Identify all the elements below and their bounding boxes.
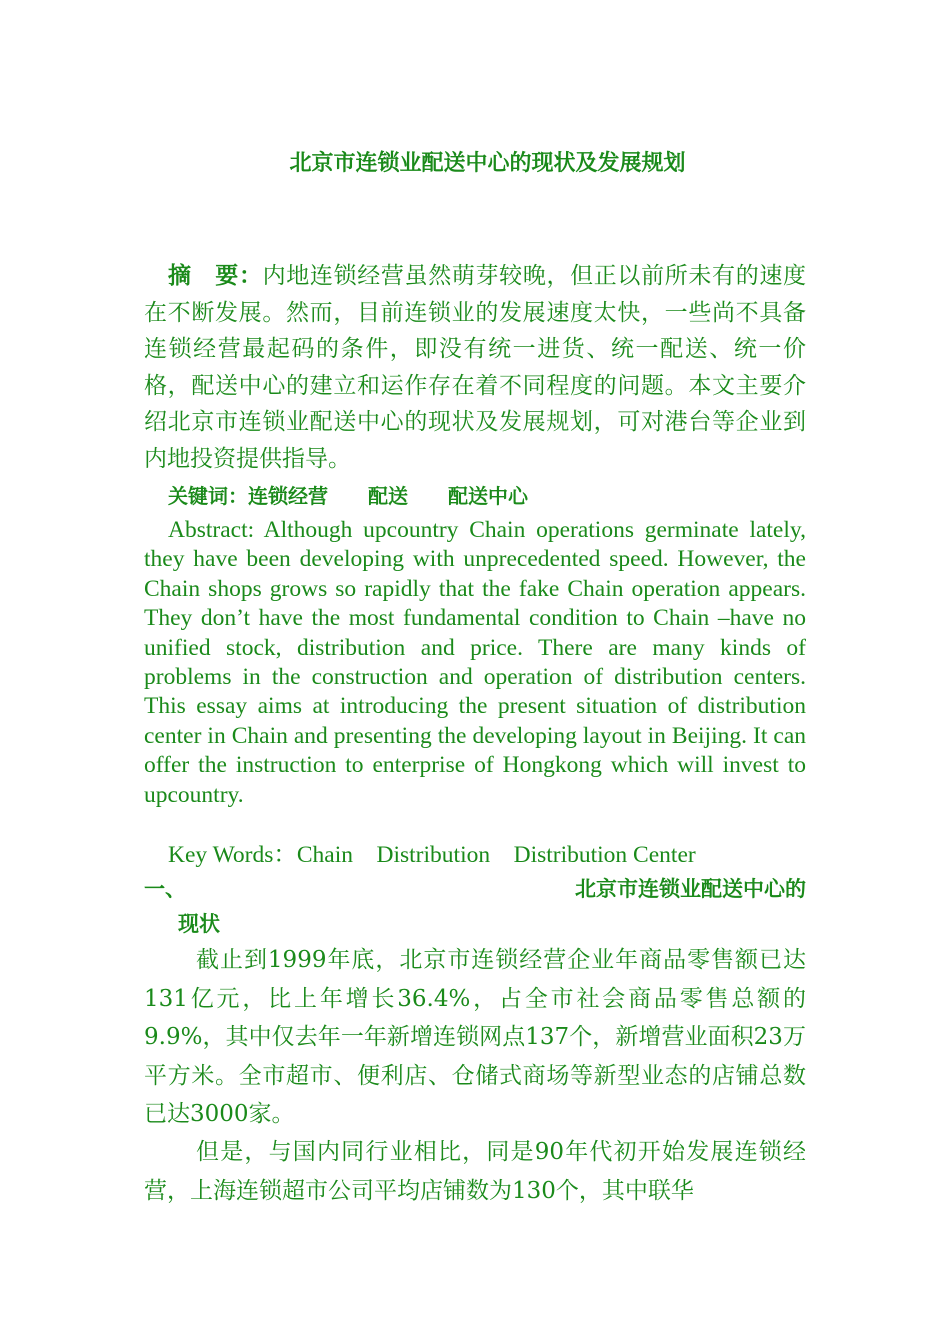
section-title-part2: 现状 [178, 912, 220, 936]
section-title-part1: 北京市连锁业配送中心的 [575, 877, 806, 901]
body-paragraph-2: 但是，与国内同行业相比，同是90年代初开始发展连锁经营，上海连锁超市公司平均店铺数为130个，其中联华 [144, 1139, 806, 1204]
keywords-cn-line: 关键词：连锁经营 配送 配送中心 [168, 484, 528, 508]
section-heading-1 [144, 873, 806, 903]
section-number: 一、 [144, 877, 186, 901]
keywords-en [144, 840, 806, 870]
abstract-en [144, 516, 806, 810]
abstract-cn-text: 内地连锁经营虽然萌芽较晚，但正以前所未有的速度在不断发展。然而，目前连锁业的发展速度太快，一些尚不具备连锁经营最起码的条件，即没有统一进货、统一配送、统一价格，配送中心的建立和运作存在着不同程度的问题。本文主要介绍北京市连锁业配送中心的现状及发展规划，可对港台等企业到内地投资提供指导。 [144, 263, 807, 472]
keywords-cn [144, 480, 806, 512]
body-section-2 [144, 1133, 806, 1210]
body-paragraph-1: 截止到1999年底，北京市连锁经营企业年商品零售额已达131亿元，比上年增长36.4%，占全市社会商品零售总额的9.9%，其中仅去年一年新增连锁网点137个，新增营业面积23万平方米。全市超市、便利店、仓储式商场等新型业态的店铺总数已达3000家。 [144, 947, 806, 1127]
abstract-cn-paragraph [144, 258, 806, 478]
body-section-1 [144, 941, 806, 1134]
document-title: 北京市连锁业配送中心的现状及发展规划 [289, 151, 686, 176]
abstract-cn [144, 258, 806, 478]
abstract-label: 摘 要： [168, 263, 263, 289]
keywords-en-line: Key Words：Chain Distribution Distribution Center [168, 842, 696, 868]
abstract-en-paragraph: Abstract: Although upcountry Chain operations germinate lately, they have been developing with unprecedented speed. However, the Chain shops grows so rapidly that the fake Chain operation appears. They don’t have the most fundamental condition to Chain –have no unified stock, distribution and price. There are many kinds of problems in the construction and operation of distribution centers. This essay aims at introducing the present situation of distribution center in Chain and presenting the developing layout in Beijing. It can offer the instruction to enterprise of Hongkong which will invest to upcountry. [144, 517, 806, 808]
